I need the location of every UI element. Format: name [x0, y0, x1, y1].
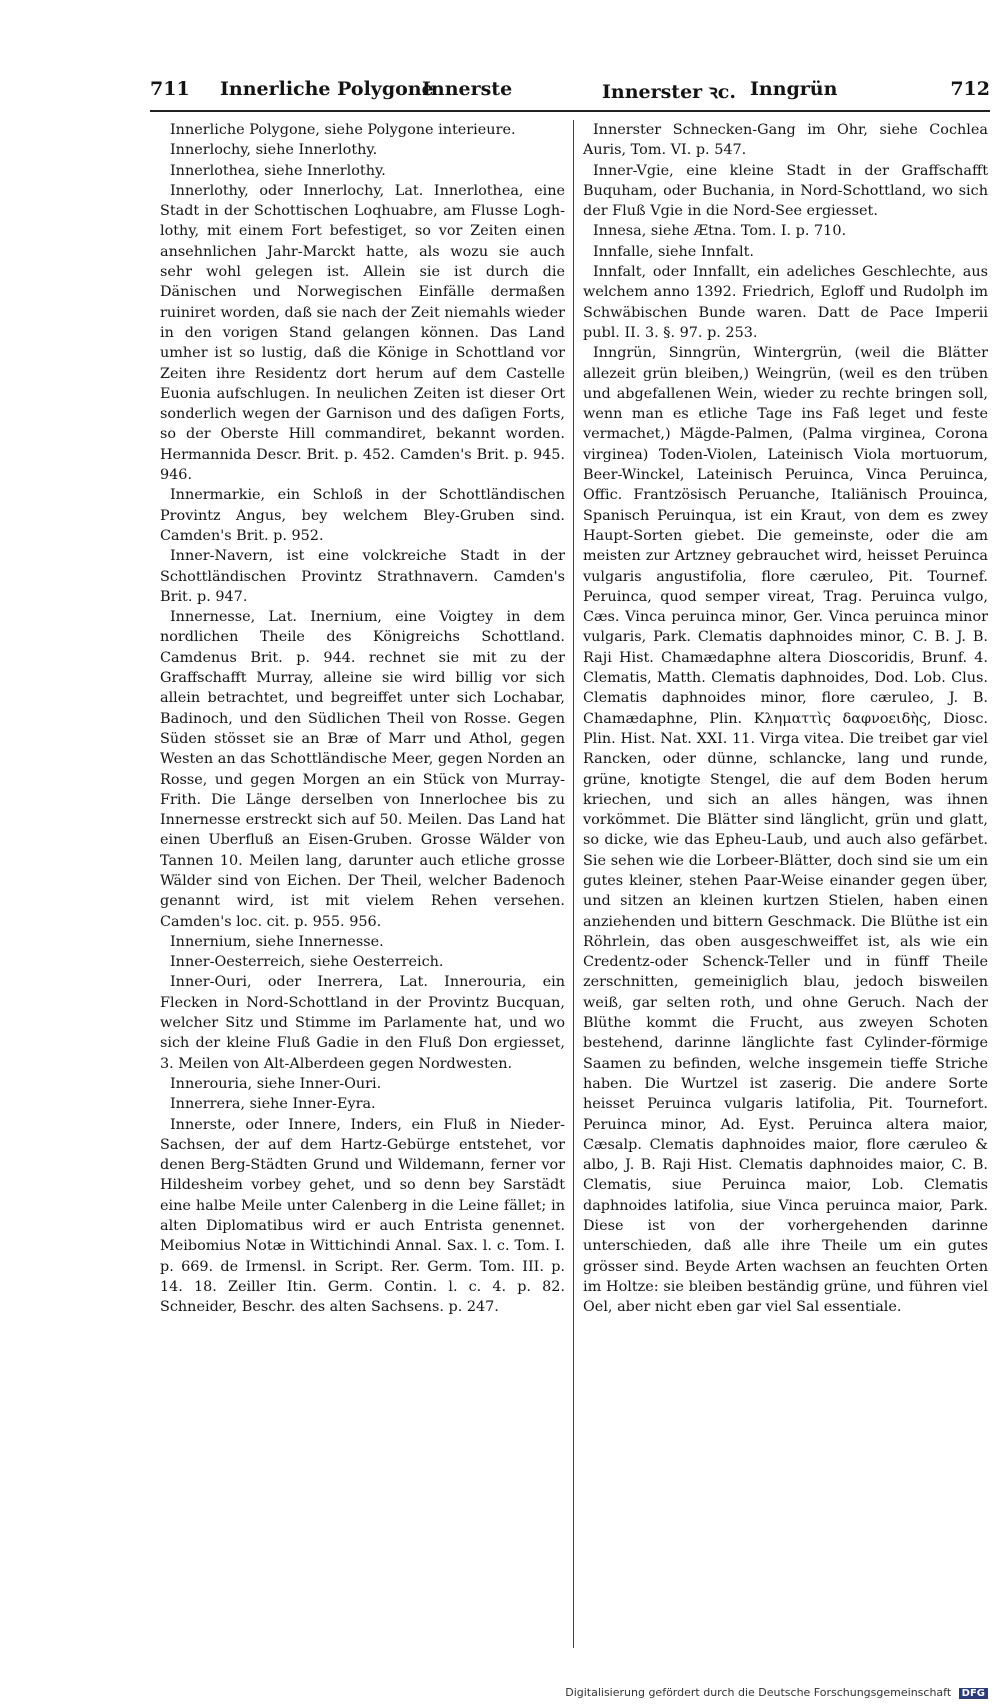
- entry: Innerliche Polygone, siehe Polygone interieure.: [170, 122, 516, 138]
- entry: Innerlochy, siehe Innerlothy.: [170, 142, 378, 159]
- entry: Inngrün, Sinngrün, Wintergrün, (weil die Blätter allezeit grün bleiben,) Weingrün, (weil es den trüben und abgefallenen Wein, wieder zu rechte bringen soll, wenn man es etliche Tage ins Faß leget und feste vermachet,) Mägde-Palmen, (Palma virginea, Corona virginea) Toden-Violen, Lateinisch Viola mortuorum, Beer-Winckel, Lateinisch Peruinca, Vinca Peruinca, Offic. Frantzösisch Peruanche, Italiänisch Prouinca, Spanisch Peruinqua, ist ein Kraut, von dem es zwey Haupt-Sorten giebet. Die gemeinste, oder die am meisten zur Artzney gebrauchet wird, heisset Peruinca vulgaris angustifolia, flore cæruleo, Pit. Tournef. Peruinca, quod semper vireat, Trag. Peruinca vulgo, Cæs. Vinca peruinca minor, Ger. Vinca peruinca minor vulgaris, Park. Clematis daphnoides minor, C. B. J. B. Raji Hist. Chamædaphne altera Dioscoridis, Brunf. 4. Clematis, Matth. Clematis daphnoides, Dod. Lob. Clus. Clematis daphnoides minor, flore cæruleo, J. B. Chamædaphne, Plin. Κληματτὶς δαφνοειδὴς, Diosc. Plin. Hist. Nat. XXI. 11. Virga vitea. Die treibet gar viel Rancken, oder dünne, schlancke, lang und runde, grüne, knotigte Stengel, die auf dem Boden herum kriechen, und sich an alles hängen, was ihnen vorkömmet. Die Blätter sind länglicht, grün und glatt, so dicke, wie das Epheu-Laub, und auch also gefärbet. Sie sehen wie die Lorbeer-Blätter, doch sind sie um ein gutes kleiner, stehen Paar-Weise einander gegen über, und sitzen an kleinen kurtzen Stielen, haben einen anziehenden und bittern Geschmack. Die Blüthe ist ein Röhrlein, das oben ausgeschweiffet ist, als wie ein Credentz-oder Schenck-Teller und in fünff Theile zerschnitten, gemeiniglich blau, jedoch bisweilen weiß, gar selten roth, und ohne Geruch. Nach der Blüthe kommt die Frucht, aus zweyen Schoten bestehend, darinne länglichte fast Cylinder-förmige Saamen zu befinden, welche insgemein tieffe Striche haben. Die Wurtzel ist zaserig. Die andere Sorte heisset Peruinca vulgaris latifolia, Pit. Tournefort. Peruinca minor, Ad. Eyst. Peruinca altera maior, Cæsalp. Clematis daphnoides maior, flore cæruleo & albo, J. B. Raji Hist. Clematis daphnoides maior, C. B. Clematis, siue Peruinca maior, Lob. Clematis daphnoides latifolia, siue Vinca peruinca maior, Park. Diese ist von der vorhergehenden darinne unterschieden, daß alle ihre Theile um ein gutes grösser sind. Beyde Arten wachsen an feuchten Orten im Holtze: sie bleiben beständig grüne, und führen viel Oel, aber nicht eben gar viel Sal essentiale.: [583, 345, 988, 1316]
- running-header: [150, 78, 990, 108]
- entry: Inner-Navern, ist eine volckreiche Stadt in der Schottländischen Provintz Strathnavern. Camden's Brit. p. 947.: [160, 548, 565, 605]
- digitization-footer: [565, 1686, 988, 1699]
- left-catchword: Innerste: [422, 78, 513, 100]
- header-rule: [150, 110, 990, 112]
- entry: Inner-Ouri, oder Inerrera, Lat. Innerouria, ein Flecken in Nord-Schottland in der Provintz Bucquan, welcher Sitz und Stimme im Parlamente hat, und wo sich der kleine Fluß Gadie in den Fluß Don ergiesset, 3. Meilen von Alt-Alberdeen gegen Nordwesten.: [160, 974, 565, 1072]
- entry: Innerouria, siehe Inner-Ouri.: [170, 1075, 382, 1092]
- left-running-title: Innerliche Polygone: [220, 78, 434, 100]
- entry: Innerste, oder Innere, Inders, ein Fluß in Nieder-Sachsen, der auf dem Hartz-Gebürge entstehet, vor denen Berg-Städten Grund und Wildemann, ferner vor Hildesheim vorbey gehet, und so denn bey Sarstädt eine halbe Meile unter Calenberg in die Leine fället; in alten Diplomatibus wird er auch Entrista genennet. Meibomius Notæ in Wittichindi Annal. Sax. l. c. Tom. I. p. 669. de Irmensl. in Script. Rer. Germ. Tom. III. p. 14. 18. Zeiller Itin. Germ. Contin. l. c. 4. p. 82. Schneider, Beschr. des alten Sachsens. p. 247.: [160, 1116, 565, 1316]
- page-number-left: 711: [150, 78, 190, 100]
- entry: Innesa, siehe Ætna. Tom. I. p. 710.: [593, 223, 847, 240]
- dfg-logo: DFG: [959, 1688, 988, 1699]
- column-divider: [573, 120, 574, 1648]
- right-running-title: Innerster ꝛc.: [602, 81, 736, 103]
- left-column: [160, 120, 565, 1650]
- entry: Innerster Schnecken-Gang im Ohr, siehe Cochlea Auris, Tom. VI. p. 547.: [583, 122, 988, 159]
- right-column: [583, 120, 988, 1650]
- entry: Innernesse, Lat. Inernium, eine Voigtey in dem nordlichen Theile des Königreichs Schottland. Camdenus Brit. p. 944. rechnet sie mit zu der Graffschafft Murray, alleine sie wird billig vor sich allein betrachtet, und begreiffet unter sich Lochabar, Badinoch, und den Südlichen Theil von Rosse. Gegen Süden stösset sie an Bræ of Marr und Athol, gegen Westen an das Schottländische Meer, gegen Norden an Rosse, und gegen Morgen an ein Stück von Murray-Frith. Die Länge derselben von Innerlochee bis zu Innernesse erstreckt sich auf 50. Meilen. Das Land hat einen Uberfluß an Eisen-Gruben. Grosse Wälder von Tannen 10. Meilen lang, darunter auch etliche grosse Wälder sind von Eichen. Der Theil, welcher Badenoch genannt wird, ist mit vielem Rehen versehen. Camden's loc. cit. p. 955. 956.: [160, 609, 565, 930]
- entry: Innerlothy, oder Innerlochy, Lat. Innerlothea, eine Stadt in der Schottischen Loqhuabre, am Flusse Logh-lothy, mit einem Fort befestiget, so vor Zeiten einen ansehnlichen Jahr-Marckt hatte, als wozu sie auch sehr wohl gelegen ist. Allein sie ist durch die Dänischen und Norwegischen Einfälle dermaßen ruiniret worden, daß sie nach der Zeit niemahls wieder in den vorigen Stand gelangen können. Das Land umher ist so lustig, daß die Könige in Schottland vor Zeiten ihre Residentz dort herum auf dem Castelle Euonia aufschlugen. In neulichen Zeiten ist dieser Ort sonderlich wegen der Garnison und des daſigen Forts, so der Oberste Hill commandiret, bekannt worden. Hermannida Descr. Brit. p. 452. Camden's Brit. p. 945. 946.: [160, 182, 565, 484]
- entry: Innfalt, oder Innfallt, ein adeliches Geschlechte, aus welchem anno 1392. Friedrich, Egloff und Rudolph im Schwäbischen Bunde waren. Datt de Pace Imperii publ. II. 3. §. 97. p. 253.: [583, 264, 988, 341]
- entry: Inner-Oesterreich, siehe Oesterreich.: [170, 954, 444, 971]
- entry: Innermarkie, ein Schloß in der Schottländischen Provintz Angus, bey welchem Bley-Gruben sind. Camden's Brit. p. 952.: [160, 487, 565, 544]
- entry: Inner-Vgie, eine kleine Stadt in der Graffschafft Buquham, oder Buchania, in Nord-Schottland, wo sich der Fluß Vgie in die Nord-See ergiesset.: [583, 162, 988, 220]
- entry: Innerlothea, siehe Innerlothy.: [170, 162, 386, 179]
- right-catchword: Inngrün: [750, 78, 838, 100]
- footer-text: Digitalisierung gefördert durch die Deutsche Forschungsgemeinschaft: [565, 1686, 952, 1699]
- entry: Innerrera, siehe Inner-Eyra.: [170, 1096, 376, 1113]
- entry: Innfalle, siehe Innfalt.: [593, 243, 754, 260]
- entry: Innernium, siehe Innernesse.: [170, 933, 384, 950]
- page-number-right: 712: [950, 78, 990, 100]
